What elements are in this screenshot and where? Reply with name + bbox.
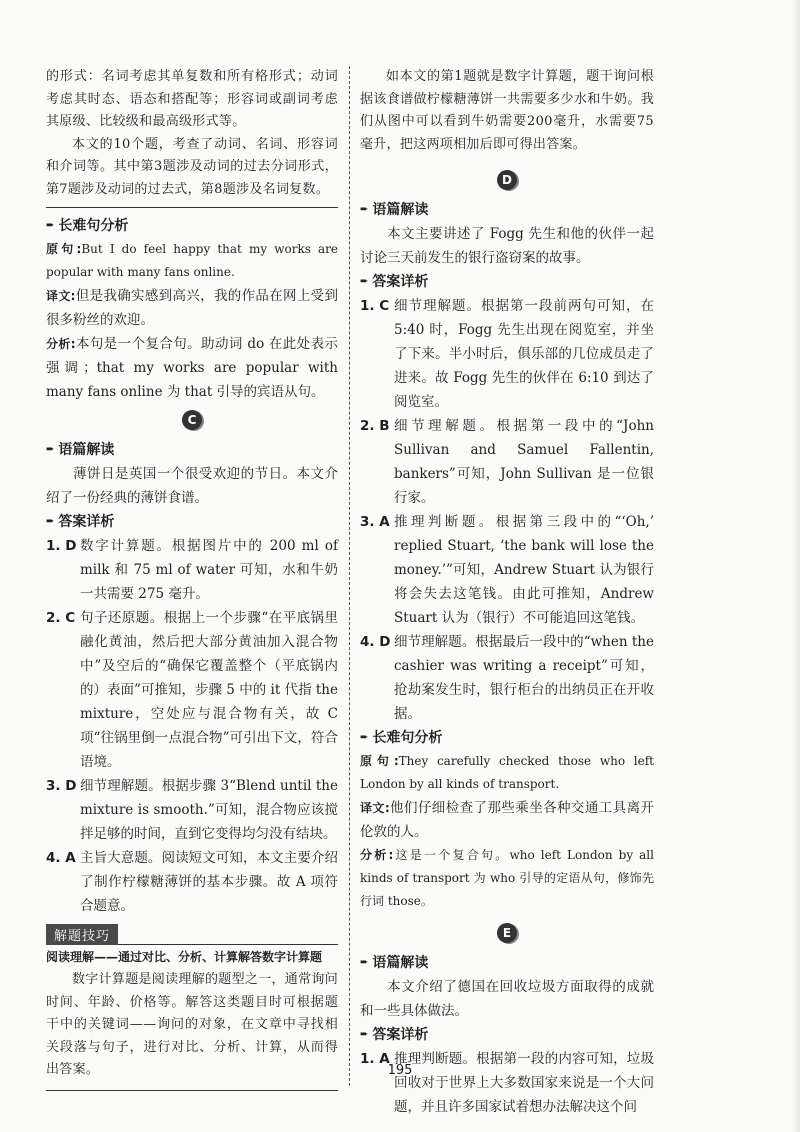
answer-item: 1. D 数字计算题。根据图片中的 200 ml of milk 和 75 ml of water 可知，水和牛奶一共需要 275 毫升。 [46,538,338,602]
long-sentence-heading-d: ➨ 长难句分析 [360,726,654,750]
arrow-icon: ➨ [46,220,55,231]
answer-item: 4. A 主旨大意题。阅读短文可知，本文主要介绍了制作柠檬糖薄饼的基本步骤。故 A 项符合题意。 [46,850,338,914]
tip-tab: 解题技巧 [46,924,118,945]
page-edge-shadow [792,0,800,1132]
tip-title: 阅读理解——通过对比、分析、计算解答数字计算题 [46,950,323,964]
reading-heading-e: ➨ 语篇解读 [360,951,654,975]
section-c-badge-wrap [46,410,338,430]
arrow-icon: ➨ [46,444,55,455]
answer-item: 4. D 细节理解题。根据最后一段中的“when the cashier was writing a receipt”可知，抢劫案发生时，银行柜台的出纳员正在开收据。 [360,634,654,722]
answer-item: 3. D 细节理解题。根据步骤 3“Blend until the mixture is smooth.”可知，混合物应该搅拌足够的时间，直到它变得均匀没有结块。 [46,778,338,842]
arrow-icon: ➨ [46,516,55,527]
answer-item: 2. B 细节理解题。根据第一段中的“John Sullivan and Samuel Fallentin, bankers”可知，John Sullivan 是一位银行家。 [360,418,654,506]
analysis-d: 分析:这是一个复合句。who left London by all kinds of transport 为 who 引导的定语从句，修饰先行词 those。 [360,848,654,908]
answer-item: 3. A 推理判断题。根据第三段中的“‘Oh,’ replied Stuart, ‘the bank will lose the money.’”可知，Andrew Stuart 认为银行将会失去这笔钱。由此可推知，Andrew Stuart 认为（银行）不可能追回这笔钱。 [360,514,654,626]
long-sentence-heading: ➨ 长难句分析 [46,214,338,238]
intro-paragraph: 的形式：名词考虑其单复数和所有格形式；动词考虑其时态、语态和搭配等；形容词或副词考虑其原级、比较级和最高级形式等。 [46,69,338,129]
section-d-badge: D [497,170,517,190]
reading-heading-c: ➨ 语篇解读 [46,438,338,462]
original-sentence: 原句:But I do feel happy that my works are popular with many fans online. [46,242,338,279]
section-e-badge: E [497,923,517,943]
arrow-icon: ➨ [360,732,369,743]
column-divider [349,66,350,1086]
answer-item: 2. C 句子还原题。根据上一个步骤“在平底锅里融化黄油，然后把大部分黄油加入混合物中”及空后的“确保它覆盖整个（平底锅内的）表面”可推知，步骤 5 中的 it 代指 the mixture，空处应与混合物有关，故 C 项“往锅里倒一点混合物”可引出下文，符合语境。 [46,610,338,770]
page-number: 195 [387,1063,413,1078]
reading-text-c: 薄饼日是英国一个很受欢迎的节日。本文介绍了一份经典的薄饼食谱。 [46,466,338,506]
answer-item: 1. A 推理判断题。根据第一段的内容可知，垃圾回收对于世界上大多数国家来说是一个大问题，并且许多国家试着想办法解决这个问 [360,1051,654,1115]
arrow-icon: ➨ [360,1029,369,1040]
reading-heading-d: ➨ 语篇解读 [360,198,654,222]
section-c-badge: C [182,410,202,430]
answers-heading-d: ➨ 答案详析 [360,270,654,294]
tip-continued-paragraph: 如本文的第1题就是数字计算题，题干询问根据该食谱做柠檬糖薄饼一共需要多少水和牛奶。我们从图中可以看到牛奶需要200毫升，水需要75毫升，把这两项相加后即可得出答案。 [360,69,654,152]
arrow-icon: ➨ [360,204,369,215]
answers-heading-e: ➨ 答案详析 [360,1023,654,1047]
reading-text-e: 本文介绍了德国在回收垃圾方面取得的成就和一些具体做法。 [360,979,654,1019]
section-d-badge-wrap [360,170,654,190]
reading-text-d: 本文主要讲述了 Fogg 先生和他的伙伴一起讨论三天前发生的银行盗窃案的故事。 [360,226,654,266]
summary-paragraph: 本文的10个题，考查了动词、名词、形容词和介词等。其中第3题涉及动词的过去分词形式，第7题涉及动词的过去式，第8题涉及名词复数。 [46,136,338,197]
analysis: 分析:本句是一个复合句。助动词 do 在此处表示强调；that my works are popular with many fans online 为 that 引导的宾语从句。 [46,336,338,400]
answers-heading-c: ➨ 答案详析 [46,510,338,534]
arrow-icon: ➨ [360,957,369,968]
original-sentence-d: 原句:They carefully checked those who left London by all kinds of transport. [360,754,654,791]
tip-bottom-rule [46,1090,338,1091]
translation: 译文:但是我确实感到高兴，我的作品在网上受到很多粉丝的欢迎。 [46,288,338,328]
answer-item: 1. C 细节理解题。根据第一段前两句可知，在 5:40 时，Fogg 先生出现在阅览室，并坐了下来。半小时后，俱乐部的几位成员走了进来。故 Fogg 先生的伙伴在 6:10 到达了阅览室。 [360,298,654,410]
section-rule [46,207,338,208]
right-column [360,66,654,1119]
translation-d: 译文:他们仔细检查了那些乘坐各种交通工具离开伦敦的人。 [360,800,655,840]
section-e-badge-wrap [360,923,654,943]
arrow-icon: ➨ [360,276,369,287]
left-column [46,66,338,1091]
tip-text: 数字计算题是阅读理解的题型之一，通常询问时间、年龄、价格等。解答这类题目时可根据题干中的关键词——询问的对象，在文章中寻找相关段落与句子，进行对比、分析、计算，从而得出答案。 [46,972,339,1077]
